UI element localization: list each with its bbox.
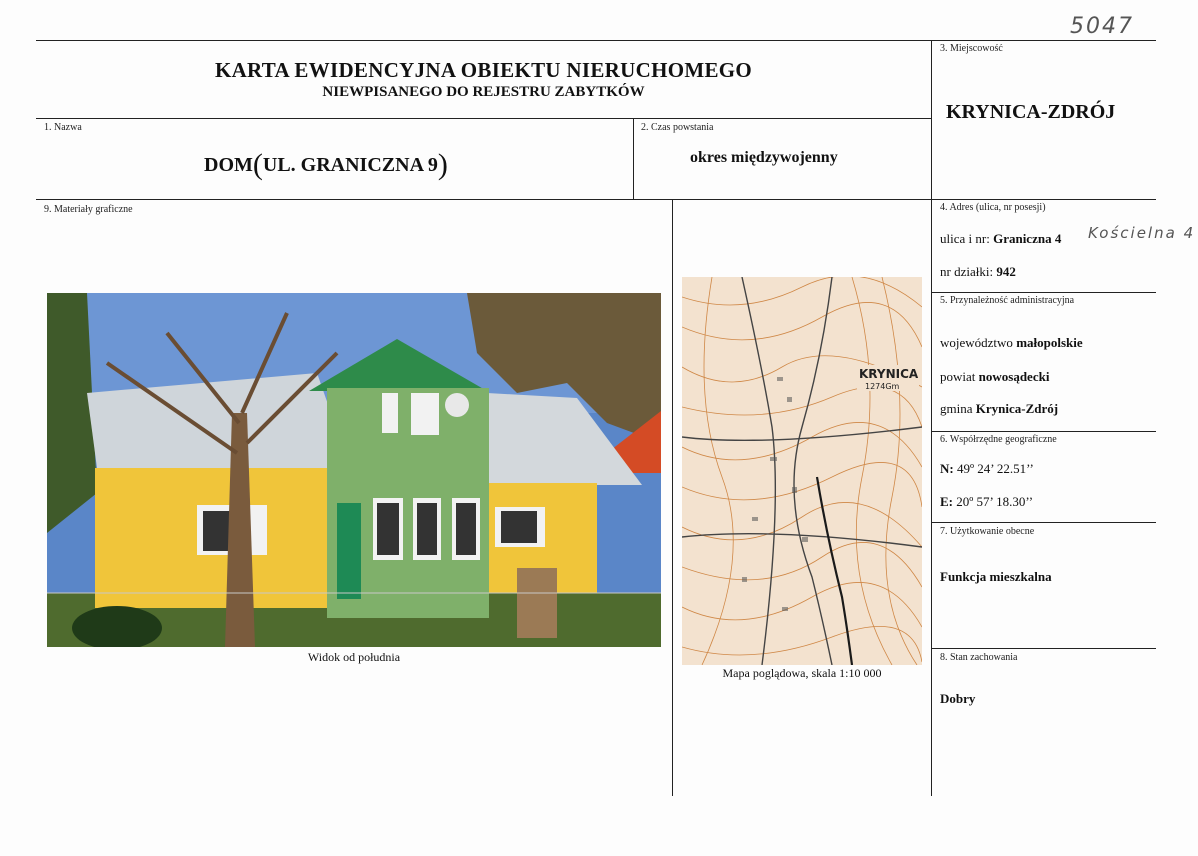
top-border	[36, 40, 1156, 41]
row1-divider	[36, 199, 1156, 200]
county-label: powiat	[940, 369, 976, 384]
coords-n-label: N:	[940, 461, 954, 476]
right-div-4	[931, 648, 1156, 649]
map-height-label: 1274Gm	[865, 382, 900, 391]
coords-e-value: 20º 57’ 18.30’’	[956, 494, 1034, 509]
coords-label: 6. Współrzędne geograficzne	[940, 434, 1057, 445]
admin-label: 5. Przynależność administracyjna	[940, 295, 1075, 306]
condition-label: 8. Stan zachowania	[940, 652, 1018, 663]
coords-n-value: 49º 24’ 22.51’’	[956, 461, 1034, 476]
map-place-label: KRYNICA	[859, 367, 919, 381]
place-value: KRYNICA-ZDRÓJ	[946, 101, 1116, 123]
map-caption: Mapa poglądowa, skala 1:10 000	[722, 666, 882, 680]
handwritten-number: 5047	[1070, 14, 1134, 39]
name-value-detail: UL. GRANICZNA 9	[262, 154, 438, 176]
coords-e-label: E:	[940, 494, 953, 509]
right-div-2	[931, 431, 1156, 432]
county-value: nowosądecki	[978, 369, 1050, 384]
use-value: Funkcja mieszkalna	[940, 569, 1052, 584]
overview-map	[682, 277, 922, 665]
address-street	[940, 231, 1061, 247]
condition-value: Dobry	[940, 691, 976, 706]
admin-commune	[940, 401, 1058, 417]
graphics-label: 9. Materiały graficzne	[44, 204, 133, 215]
commune-value: Krynica-Zdrój	[975, 401, 1059, 416]
voivodeship-value: małopolskie	[1016, 335, 1083, 350]
date-value: okres międzywojenny	[690, 149, 838, 166]
street-value: Graniczna 4	[993, 231, 1062, 246]
date-label: 2. Czas powstania	[641, 122, 714, 133]
name-date-divider	[633, 118, 634, 199]
right-div-3	[931, 522, 1156, 523]
col-right-divider	[931, 40, 932, 796]
card-subtitle: NIEWPISANEGO DO REJESTRU ZABYTKÓW	[322, 84, 645, 100]
graphics-divider	[672, 199, 673, 796]
plot-label: nr działki:	[940, 264, 994, 279]
admin-county	[940, 369, 1049, 385]
commune-label: gmina	[940, 401, 973, 416]
header-divider	[36, 118, 931, 119]
name-label: 1. Nazwa	[44, 122, 82, 133]
right-div-1	[931, 292, 1156, 293]
house-photo	[47, 293, 661, 647]
name-value: DOM(UL. GRANICZNA 9)	[204, 148, 448, 181]
coords-e	[940, 494, 1033, 510]
address-plot	[940, 264, 1016, 280]
use-label: 7. Użytkowanie obecne	[940, 526, 1035, 537]
coords-n	[940, 461, 1034, 477]
admin-voivodeship	[940, 335, 1083, 351]
street-label: ulica i nr:	[940, 231, 990, 246]
voivodeship-label: województwo	[940, 335, 1013, 350]
handwritten-address-note: Kościelna 4	[1088, 224, 1196, 242]
plot-value: 942	[996, 264, 1016, 279]
card-title: KARTA EWIDENCYJNA OBIEKTU NIERUCHOMEGO	[214, 58, 753, 82]
name-value-prefix: DOM	[204, 154, 253, 176]
address-label: 4. Adres (ulica, nr posesji)	[940, 202, 1046, 213]
place-label: 3. Miejscowość	[940, 43, 1003, 54]
photo-caption: Widok od południa	[307, 650, 401, 664]
